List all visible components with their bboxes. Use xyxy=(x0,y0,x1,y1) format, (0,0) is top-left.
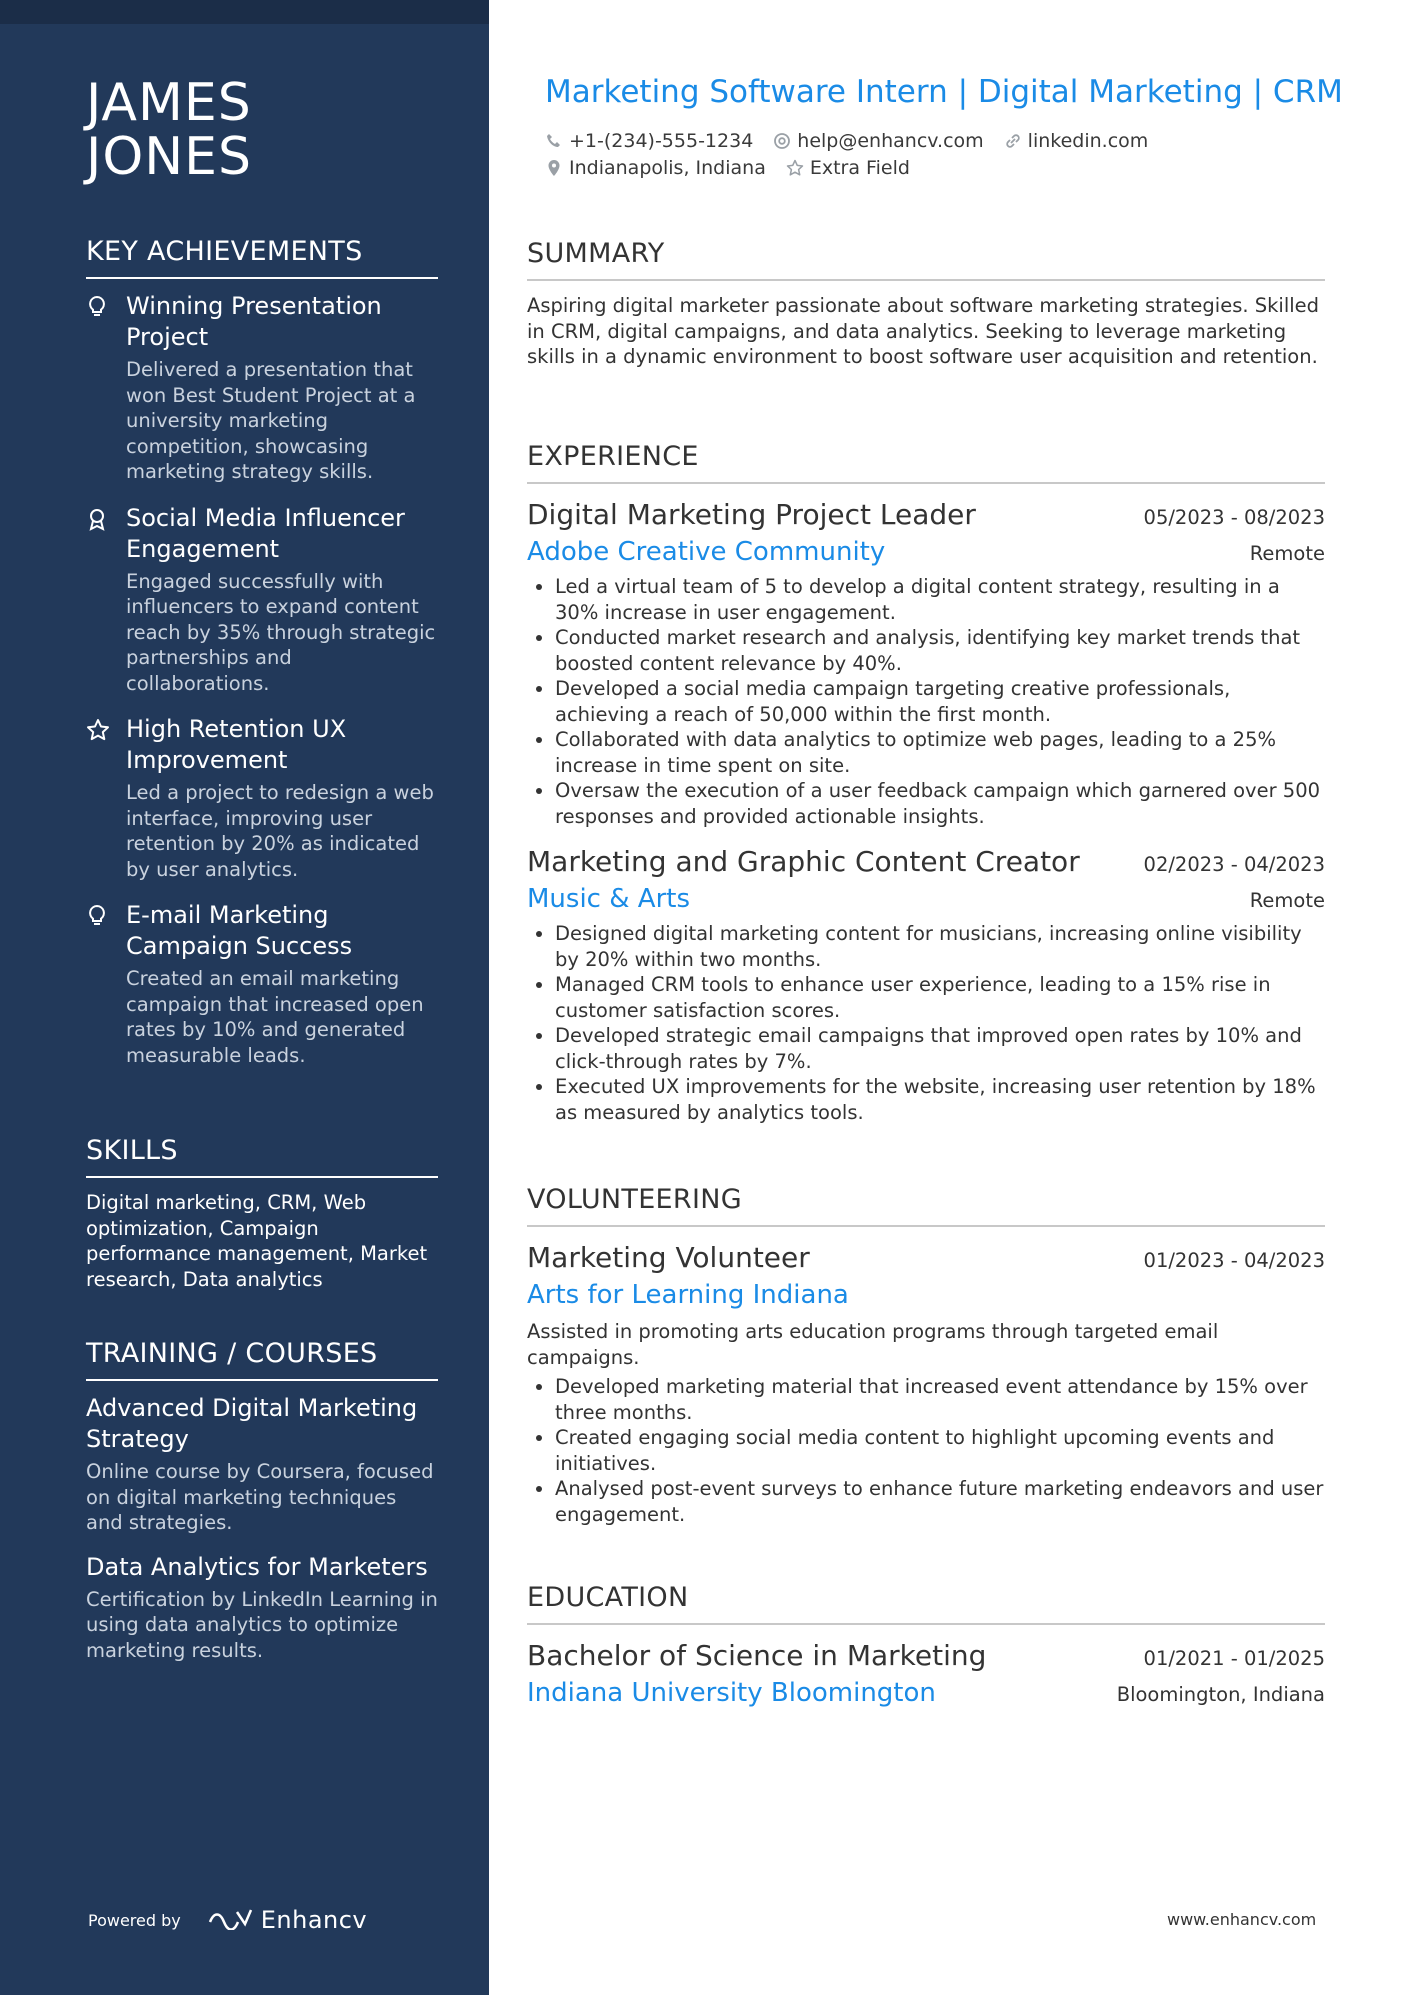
location-pin-icon xyxy=(545,159,563,177)
achievement-title: E-mail Marketing Campaign Success xyxy=(126,901,353,960)
job-title: Digital Marketing Project Leader xyxy=(527,498,976,531)
bullet-item: • Created engaging social media content to highlight upcoming events and initiatives. xyxy=(555,1425,1325,1476)
achievement-item xyxy=(86,291,438,485)
achievement-description: Created an email marketing campaign that increased open rates by 10% and generated measurable leads. xyxy=(126,967,424,1067)
achievement-title: Winning Presentation Project xyxy=(126,292,382,351)
course-title: Data Analytics for Marketers xyxy=(86,1552,428,1581)
job-location: Remote xyxy=(1249,542,1325,565)
volunteer-bullets xyxy=(527,1374,1325,1527)
brand-name: Enhancv xyxy=(260,1906,368,1934)
location-contact xyxy=(545,157,766,179)
lightbulb-icon xyxy=(86,900,126,1068)
last-name: JONES xyxy=(86,127,253,187)
headline: Marketing Software Intern | Digital Marketing | CRM xyxy=(545,74,1343,110)
volunteer-title: Marketing Volunteer xyxy=(527,1241,810,1274)
bullet-item: • Designed digital marketing content for musicians, increasing online visibility by 20% within two months. xyxy=(555,921,1325,972)
bullet-item: • Managed CRM tools to enhance user experience, leading to a 15% rise in customer satisfaction scores. xyxy=(555,972,1325,1023)
summary-heading: SUMMARY xyxy=(527,238,1325,281)
job-entry xyxy=(527,496,1325,829)
job-dates: 05/2023 - 08/2023 xyxy=(1143,506,1325,529)
extra-field xyxy=(786,157,910,179)
achievement-title: High Retention UX Improvement xyxy=(126,715,347,774)
link-icon xyxy=(1004,132,1022,150)
school-name: Indiana University Bloomington xyxy=(527,1678,936,1708)
bullet-item: • Oversaw the execution of a user feedback campaign which garnered over 500 responses and provided actionable insights. xyxy=(555,778,1325,829)
enhancv-logo-icon xyxy=(207,1906,253,1934)
sidebar-top-bar xyxy=(0,0,489,24)
powered-by xyxy=(88,1906,367,1934)
job-location: Remote xyxy=(1249,889,1325,912)
bullet-item: • Developed a social media campaign targeting creative professionals, achieving a reach of 50,000 within the first month. xyxy=(555,676,1325,727)
job-entry xyxy=(527,843,1325,1125)
achievement-description: Engaged successfully with influencers to expand content reach by 35% through strategic partnerships and collaborations. xyxy=(126,569,436,695)
education-section xyxy=(527,1582,1325,1711)
at-icon xyxy=(773,132,791,150)
job-company: Music & Arts xyxy=(527,884,690,914)
extra-field-text: Extra Field xyxy=(809,156,910,179)
phone-contact[interactable] xyxy=(545,130,753,152)
volunteer-dates: 01/2023 - 04/2023 xyxy=(1143,1249,1325,1272)
contact-info xyxy=(545,127,1168,181)
bullet-item: • Developed marketing material that increased event attendance by 15% over three months. xyxy=(555,1374,1325,1425)
star-outline-icon xyxy=(786,159,804,177)
job-title: Marketing and Graphic Content Creator xyxy=(527,845,1080,878)
powered-by-label: Powered by xyxy=(88,1910,181,1930)
achievement-item xyxy=(86,503,438,697)
summary-section xyxy=(527,238,1325,370)
job-company: Adobe Creative Community xyxy=(527,537,886,567)
volunteer-description: Assisted in promoting arts education programs through targeted email campaigns. xyxy=(527,1320,1219,1369)
experience-section xyxy=(527,441,1325,1139)
job-dates: 02/2023 - 04/2023 xyxy=(1143,853,1325,876)
volunteering-heading: VOLUNTEERING xyxy=(527,1184,1325,1227)
achievement-item xyxy=(86,900,438,1068)
achievement-description: Led a project to redesign a web interface, improving user retention by 20% as indicated by user analytics. xyxy=(126,781,434,881)
bullet-item: • Developed strategic email campaigns that improved open rates by 10% and click-through rates by 7%. xyxy=(555,1023,1325,1074)
achievement-item xyxy=(86,714,438,882)
email-text: help@enhancv.com xyxy=(797,129,984,152)
education-dates: 01/2021 - 01/2025 xyxy=(1143,1647,1325,1670)
course-item xyxy=(86,1393,438,1536)
course-description: Certification by LinkedIn Learning in using data analytics to optimize marketing results. xyxy=(86,1587,438,1662)
volunteer-organization: Arts for Learning Indiana xyxy=(527,1280,849,1310)
skills-heading: SKILLS xyxy=(86,1135,438,1178)
first-name: JAMES xyxy=(86,73,252,133)
lightbulb-icon xyxy=(86,291,126,485)
star-icon xyxy=(86,714,126,882)
achievement-title: Social Media Influencer Engagement xyxy=(126,503,405,563)
training-heading: TRAINING / COURSES xyxy=(86,1338,438,1381)
bullet-item: • Collaborated with data analytics to optimize web pages, leading to a 25% increase in time spent on site. xyxy=(555,727,1325,778)
candidate-name xyxy=(86,73,253,187)
sidebar xyxy=(0,0,489,1995)
key-achievements-section xyxy=(86,236,438,1086)
course-title: Advanced Digital Marketing Strategy xyxy=(86,1394,418,1453)
footer-url[interactable]: www.enhancv.com xyxy=(1167,1910,1317,1929)
degree-title: Bachelor of Science in Marketing xyxy=(527,1639,987,1672)
key-achievements-heading: KEY ACHIEVEMENTS xyxy=(86,236,438,279)
award-ribbon-icon xyxy=(86,503,126,697)
phone-text: +1-(234)-555-1234 xyxy=(569,129,754,152)
skills-section xyxy=(86,1135,438,1292)
phone-icon xyxy=(545,132,563,150)
link-contact[interactable] xyxy=(1004,130,1149,152)
summary-text: Aspiring digital marketer passionate about software marketing strategies. Skilled in CRM, digital campaigns, and data analytics. Seeking to leverage marketing skills in a dynamic environment to boost software user acquisition and retention. xyxy=(527,294,1320,368)
experience-heading: EXPERIENCE xyxy=(527,441,1325,484)
school-location: Bloomington, Indiana xyxy=(1116,1683,1325,1706)
training-section xyxy=(86,1338,438,1679)
bullet-item: • Analysed post-event surveys to enhance future marketing endeavors and user engagement. xyxy=(555,1476,1325,1527)
bullet-item: • Executed UX improvements for the website, increasing user retention by 18% as measured by analytics tools. xyxy=(555,1074,1325,1125)
location-text: Indianapolis, Indiana xyxy=(569,156,766,179)
education-heading: EDUCATION xyxy=(527,1582,1325,1625)
volunteering-section xyxy=(527,1184,1325,1527)
bullet-item: • Led a virtual team of 5 to develop a digital content strategy, resulting in a 30% increase in user engagement. xyxy=(555,574,1325,625)
skills-list: Digital marketing, CRM, Web optimization, Campaign performance management, Market research, Data analytics xyxy=(86,1191,428,1291)
bullet-item: • Conducted market research and analysis, identifying key market trends that boosted content relevance by 40%. xyxy=(555,625,1325,676)
course-description: Online course by Coursera, focused on digital marketing techniques and strategies. xyxy=(86,1460,434,1534)
email-contact[interactable] xyxy=(773,130,983,152)
job-bullets xyxy=(527,574,1325,829)
job-bullets xyxy=(527,921,1325,1125)
course-item xyxy=(86,1552,438,1664)
link-text: linkedin.com xyxy=(1027,129,1149,152)
achievement-description: Delivered a presentation that won Best Student Project at a university marketing competition, showcasing marketing strategy skills. xyxy=(126,358,416,483)
